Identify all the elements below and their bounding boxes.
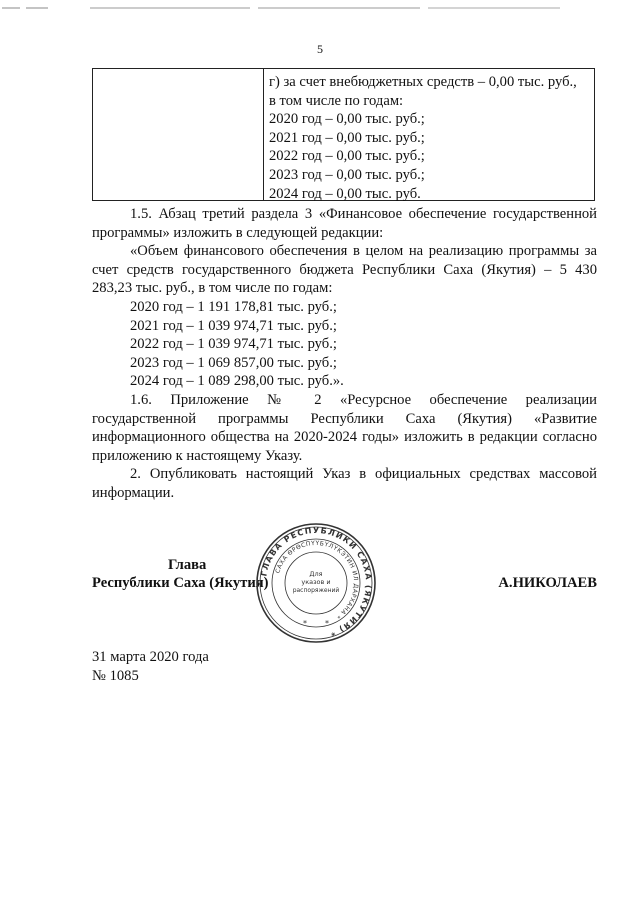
table-line: 2022 год – 0,00 тыс. руб.; — [269, 148, 425, 165]
svg-text:Для: Для — [309, 570, 323, 578]
table-column-divider — [263, 69, 264, 200]
signatory-title-line-2: Республики Саха (Якутия) — [92, 575, 269, 591]
svg-text:ГЛАВА РЕСПУБЛИКИ САХА (ЯКУТИЯ): ГЛАВА РЕСПУБЛИКИ САХА (ЯКУТИЯ) * — [259, 525, 374, 639]
document-date-block — [92, 648, 209, 686]
svg-text:указов и: указов и — [301, 578, 331, 586]
funding-table-fragment — [92, 68, 595, 201]
year-funding-line: 2024 год – 1 089 298,00 тыс. руб.». — [130, 373, 344, 390]
signatory-name: А.НИКОЛАЕВ — [498, 575, 597, 591]
table-line: в том числе по годам: — [269, 92, 404, 109]
table-line: 2021 год – 0,00 тыс. руб.; — [269, 129, 425, 146]
table-line: 2020 год – 0,00 тыс. руб.; — [269, 111, 425, 128]
paragraph-1-5: 1.5. Абзац третий раздела 3 «Финансовое обеспечение государственной программы» изложить в следующей редакции: — [92, 206, 597, 241]
paragraph-quote: «Объем финансового обеспечения в целом на реализацию программы за счет средств государственного бюджета Республики Саха (Якутия) – 5 430 283,23 тыс. руб., в том числе по годам: — [92, 243, 597, 297]
year-funding-line: 2022 год – 1 039 974,71 тыс. руб.; — [130, 336, 337, 353]
year-funding-line: 2021 год – 1 039 974,71 тыс. руб.; — [130, 317, 337, 334]
paragraph-2: 2. Опубликовать настоящий Указ в официальных средствах массовой информации. — [92, 466, 597, 501]
svg-text:*: * — [325, 619, 329, 628]
svg-text:*: * — [303, 619, 307, 628]
paragraph-1-6: 1.6. Приложение № 2 «Ресурсное обеспечение реализации государственной программы Республики Саха (Якутия) «Развитие информационного общества на 2020-2024 годы» изложить в редакции согласно приложению к настоящему Указу. — [92, 391, 597, 464]
table-line: 2023 год – 0,00 тыс. руб.; — [269, 166, 425, 183]
document-number: № 1085 — [92, 668, 139, 684]
signatory-title-line-1: Глава — [168, 557, 207, 573]
document-date: 31 марта 2020 года — [92, 649, 209, 665]
year-funding-line: 2020 год – 1 191 178,81 тыс. руб.; — [130, 298, 337, 315]
year-funding-line: 2023 год – 1 069 857,00 тыс. руб.; — [130, 354, 337, 371]
document-body — [92, 205, 597, 503]
table-line: г) за счет внебюджетных средств – 0,00 тыс. руб., — [269, 74, 577, 90]
page-number: 5 — [317, 42, 323, 56]
scan-header-artifact — [0, 6, 640, 10]
svg-text:распоряжений: распоряжений — [292, 587, 340, 594]
table-line: 2024 год – 0,00 тыс. руб. — [269, 185, 421, 202]
svg-text:САХА ӨРӨСПҮҮБҮЛҮКЭТИН ИЛ ДАРХА: САХА ӨРӨСПҮҮБҮЛҮКЭТИН ИЛ ДАРХАНА * — [274, 539, 360, 620]
table-cell-funding — [269, 73, 590, 203]
official-seal-stamp — [255, 522, 377, 644]
